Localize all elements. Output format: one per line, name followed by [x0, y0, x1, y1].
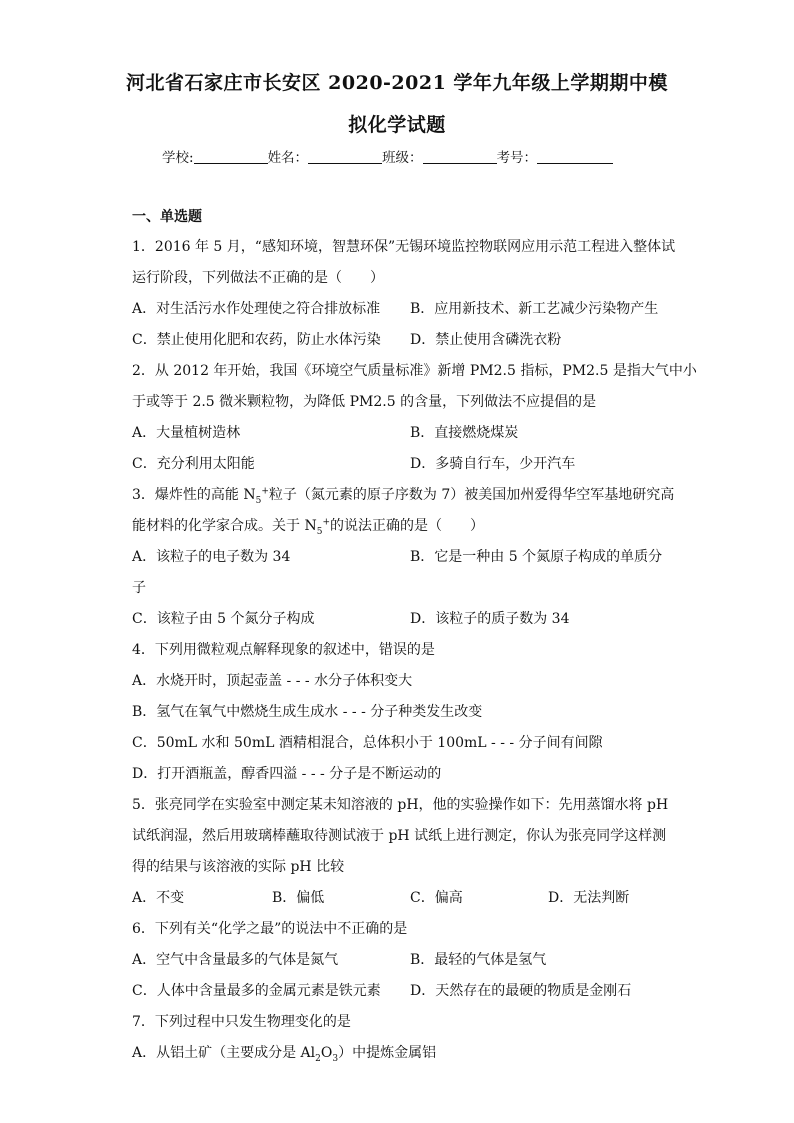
- question-3-option-b-wrap: 子: [132, 580, 146, 596]
- q7-option-a-end: ）中提炼金属铝: [338, 1045, 437, 1061]
- question-5-option-c: C．偏高: [410, 890, 463, 906]
- exam-title-line1: 河北省石家庄市长安区 2020-2021 学年九年级上学期期中模: [126, 72, 668, 94]
- q3-superscript: +: [261, 486, 269, 497]
- exam-title-line2: 拟化学试题: [348, 114, 446, 136]
- question-1-option-c: C．禁止使用化肥和农药，防止水体污染: [132, 332, 381, 348]
- question-2-option-d: D．多骑自行车，少开汽车: [410, 456, 576, 472]
- name-label: 姓名：: [267, 150, 309, 166]
- school-label: 学校:: [162, 150, 194, 166]
- q7-subscript-3: 3: [332, 1053, 339, 1064]
- question-1-option-d: D．禁止使用含磷洗衣粉: [410, 332, 562, 348]
- question-5-option-a: A．不变: [132, 890, 185, 906]
- q3-line2-superscript: +: [322, 517, 330, 528]
- question-4-option-b: B．氢气在氧气中燃烧生成生成水 - - - 分子种类发生改变: [132, 704, 483, 720]
- q3-line2-start: 能材料的化学家合成。关于 N: [132, 518, 317, 534]
- question-5-line-1: 5．张亮同学在实验室中测定某未知溶液的 pH，他的实验操作如下：先用蒸馏水将 pH: [132, 797, 669, 813]
- question-2-option-a: A．大量植树造林: [132, 425, 241, 441]
- question-6-option-a: A．空气中含量最多的气体是氮气: [132, 952, 339, 968]
- question-2-option-b: B．直接燃烧煤炭: [410, 425, 519, 441]
- question-4-line-1: 4．下列用微粒观点解释现象的叙述中，错误的是: [132, 642, 435, 658]
- question-5-option-d: D．无法判断: [548, 890, 630, 906]
- question-5-line-2: 试纸润湿，然后用玻璃棒蘸取待测试液于 pH 试纸上进行测定，你认为张亮同学这样测: [132, 828, 667, 844]
- q3-line2-end: 的说法正确的是（ ）: [329, 518, 484, 534]
- q7-oxygen: O: [320, 1045, 333, 1061]
- question-6-option-d: D．天然存在的最硬的物质是金刚石: [410, 983, 632, 999]
- question-4-option-d: D．打开酒瓶盖，醇香四溢 - - - 分子是不断运动的: [132, 766, 442, 782]
- question-6-line-1: 6．下列有关“化学之最”的说法中不正确的是: [132, 921, 408, 937]
- q3-line2-subscript: 5: [316, 526, 323, 537]
- q3-line1-start: 3．爆炸性的高能 N: [132, 487, 256, 503]
- question-6-option-b: B．最轻的气体是氢气: [410, 952, 547, 968]
- question-7-line-1: 7．下列过程中只发生物理变化的是: [132, 1014, 351, 1030]
- class-label: 班级：: [382, 150, 423, 166]
- question-3-option-c: C．该粒子由 5 个氮分子构成: [132, 611, 315, 627]
- id-blank: [537, 149, 613, 164]
- student-info-row: [162, 146, 613, 166]
- question-4-option-c: C．50mL 水和 50mL 酒精相混合，总体积小于 100mL - - - 分子间有间隙: [132, 735, 603, 751]
- question-6-option-c: C．人体中含量最多的金属元素是铁元素: [132, 983, 381, 999]
- q3-subscript: 5: [255, 495, 262, 506]
- question-3-option-d: D．该粒子的质子数为 34: [410, 611, 570, 627]
- question-1-option-b: B．应用新技术、新工艺减少污染物产生: [410, 301, 659, 317]
- question-2-option-c: C．充分利用太阳能: [132, 456, 255, 472]
- question-3-option-a: A．该粒子的电子数为 34: [132, 549, 291, 565]
- question-4-option-a: A．水烧开时，顶起壶盖 - - - 水分子体积变大: [132, 673, 413, 689]
- q3-line1-end: 粒子（氮元素的原子序数为 7）被美国加州爱得华空军基地研究高: [268, 487, 675, 503]
- class-blank: [423, 149, 497, 164]
- question-3-option-b: B．它是一种由 5 个氮原子构成的单质分: [410, 549, 663, 565]
- school-blank: [194, 149, 268, 164]
- section-title: 一、单选题: [132, 209, 202, 225]
- question-2-line-2: 于或等于 2.5 微米颗粒物，为降低 PM2.5 的含量，下列做法不应提倡的是: [132, 394, 597, 410]
- id-label: 考号：: [496, 150, 538, 166]
- question-5-option-b: B．偏低: [272, 890, 325, 906]
- question-1-line-1: 1．2016 年 5 月，“感知环境，智慧环保”无锡环境监控物联网应用示范工程进入整体试: [132, 239, 676, 255]
- question-3-line-2: [132, 515, 484, 537]
- question-5-line-3: 得的结果与该溶液的实际 pH 比较: [132, 859, 345, 875]
- name-blank: [308, 149, 382, 164]
- q7-option-a-start: A．从铝土矿（主要成分是 Al: [132, 1045, 316, 1061]
- question-3-line-1: [132, 484, 674, 506]
- question-2-line-1: 2．从 2012 年开始，我国《环境空气质量标准》新增 PM2.5 指标，PM2.5 是指大气中小: [132, 363, 697, 379]
- q7-subscript-2: 2: [315, 1053, 321, 1064]
- question-1-option-a: A．对生活污水作处理使之符合排放标准: [132, 301, 381, 317]
- question-7-option-a: [132, 1042, 436, 1064]
- question-1-line-2: 运行阶段，下列做法不正确的是（ ）: [132, 270, 384, 286]
